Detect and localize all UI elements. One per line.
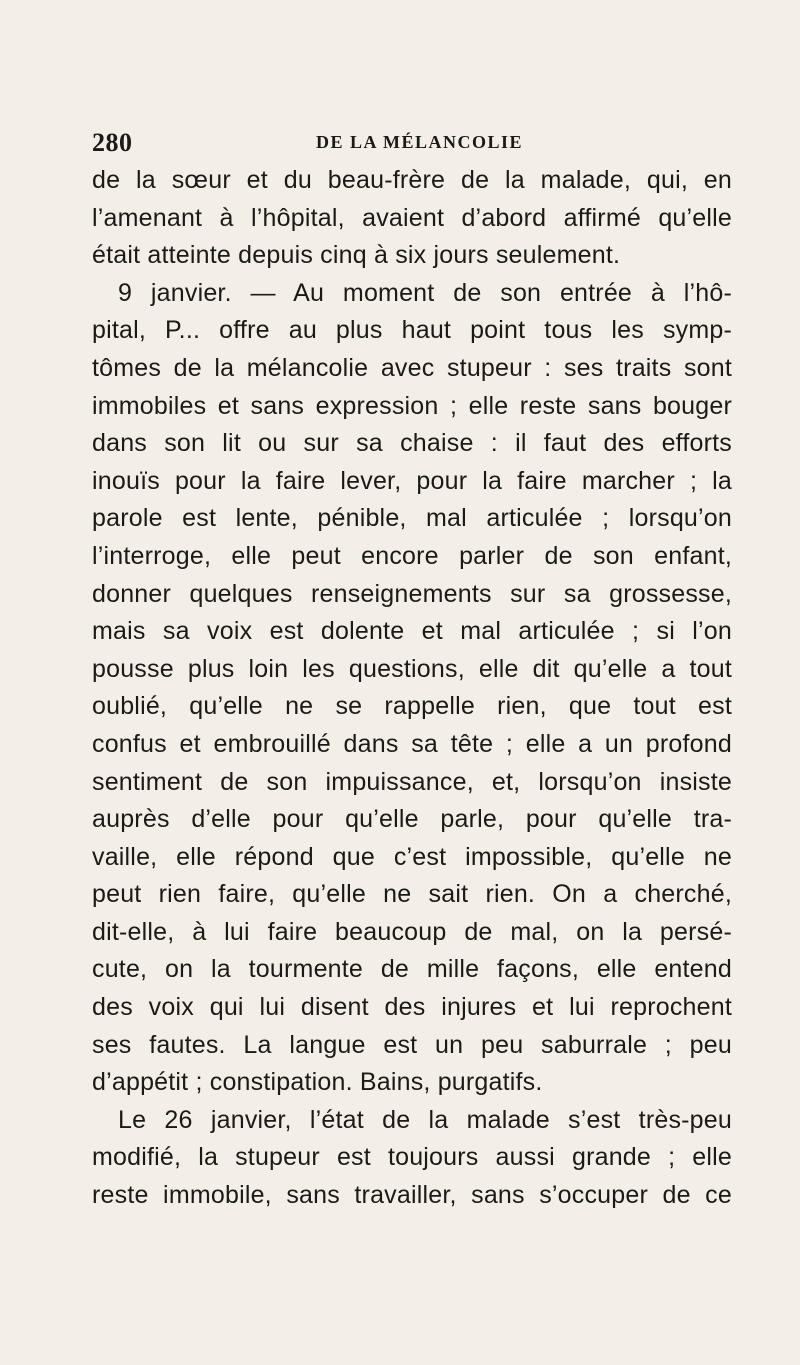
text-line: immobiles et sans expression ; elle reste sans bouger [92, 391, 732, 420]
text-line: cute, on la tourmente de mille façons, elle entend [92, 955, 732, 984]
text-line: vaille, elle répond que c’est impossible, qu’elle ne [92, 842, 732, 871]
running-head: DE LA MÉLANCOLIE [316, 132, 524, 152]
text-line: peut rien faire, qu’elle ne sait rien. On a cherché, [92, 880, 732, 909]
text-line: était atteinte depuis cinq à six jours seulement. [92, 241, 621, 270]
text-line: auprès d’elle pour qu’elle parle, pour qu’elle tra- [92, 805, 732, 834]
text-line: dit-elle, à lui faire beaucoup de mal, on la persé- [92, 917, 732, 946]
text-line: mais sa voix est dolente et mal articulée ; si l’on [92, 617, 732, 646]
text-line: reste immobile, sans travailler, sans s’occuper de ce [92, 1181, 732, 1210]
text-line: modifié, la stupeur est toujours aussi grande ; elle [92, 1143, 732, 1172]
text-line: donner quelques renseignements sur sa grossesse, [92, 579, 732, 608]
text-line: inouïs pour la faire lever, pour la faire marcher ; la [92, 466, 732, 495]
text-line: pousse plus loin les questions, elle dit qu’elle a tout [92, 654, 732, 683]
text-line: 9 janvier. — Au moment de son entrée à l’hô- [118, 278, 732, 307]
text-line: dans son lit ou sur sa chaise : il faut des efforts [92, 429, 732, 458]
text-line: d’appétit ; constipation. Bains, purgatifs. [92, 1068, 543, 1097]
text-line: des voix qui lui disent des injures et lui reprochent [92, 993, 732, 1022]
text-line: sentiment de son impuissance, et, lorsqu’on insiste [92, 767, 732, 796]
page-number: 280 [92, 128, 133, 157]
text-line: pital, P... offre au plus haut point tous les symp- [92, 316, 732, 345]
text-line: de la sœur et du beau-frère de la malade, qui, en [92, 166, 732, 194]
text-line: l’interroge, elle peut encore parler de son enfant, [92, 541, 732, 570]
text-line: parole est lente, pénible, mal articulée ; lorsqu’on [92, 504, 732, 533]
text-line: oublié, qu’elle ne se rappelle rien, que tout est [92, 692, 732, 721]
text-line: confus et embrouillé dans sa tête ; elle a un profond [92, 729, 732, 758]
body-text [92, 162, 732, 1215]
text-line: l’amenant à l’hôpital, avaient d’abord affirmé qu’elle [92, 203, 732, 232]
text-line: ses fautes. La langue est un peu saburrale ; peu [92, 1030, 732, 1059]
text-line: Le 26 janvier, l’état de la malade s’est très-peu [118, 1105, 732, 1134]
text-line: tômes de la mélancolie avec stupeur : ses traits sont [92, 353, 732, 382]
